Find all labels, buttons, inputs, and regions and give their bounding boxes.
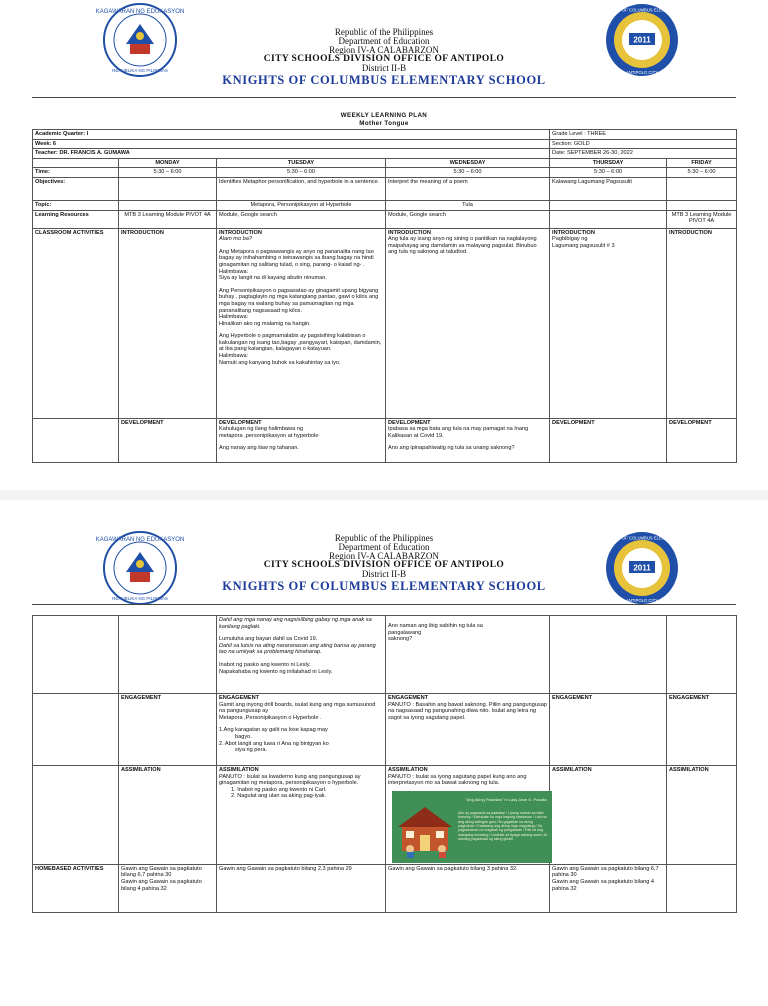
table-row: DEVELOPMENT DEVELOPMENT Kahulugan ng ilang halimbawa ng metapora ,personipikasyon at hyperbole Ang nanay ang ilaw ng tahanan. DEVELOPMENT Ipabasa sa mga bata ang tula na may pamagat na Inang Kalikasan at Covid 19. Ano ang ipinapahiwatig ng tula sa unang saknong? DEVELOPMENT DEVELOPMENT (33, 418, 737, 462)
letterhead (0, 534, 768, 604)
svg-text:ANTIPOLO CITY: ANTIPOLO CITY (626, 598, 658, 603)
svg-text:REPUBLIKA NG PILIPINAS: REPUBLIKA NG PILIPINAS (112, 596, 168, 601)
school-name: KNIGHTS OF COLUMBUS ELEMENTARY SCHOOL (222, 73, 546, 87)
table-row: ENGAGEMENT ENGAGEMENT Gamit ang inyong drill boards, isulat kung ang mga sumusunod na pangungusap ay Metapora ,Personipikasyon o Hyperbole . 1.Ang karagatan ay galit na lose kapag may bagyo. 2. Abot langit ang luwa ri Ana ng binigyan ko siya ng pera. ENGAGEMENT PANUTO : Basahin ang bawat saknong. Piliin ang pangungusap na nagsasaad ng pangunahing diwa nito. Isulat ang letra ng sagot sa iyong sagutang papel. ENGAGEMENT ENGAGEMENT (33, 694, 737, 766)
svg-text:KAGAWARAN NG EDUKASYON: KAGAWARAN NG EDUKASYON (95, 9, 185, 15)
table-row: Academic Quarter: I Grade Level : THREE (33, 130, 737, 140)
table-row: Learning Resources MTB 3 Learning Module PIVOT 4A Module, Google search Module, Google search MTB 3 Learning Module PIVOT 4A (33, 210, 737, 228)
table-row: HOMEBASED ACTIVITIES Gawin ang Gawain sa pagkatuto bilang 6,7 pahina 30 Gawin ang Gawain sa pagkatuto bilang 4 pahina 32 Gawin ang Gawain sa pagkatuto bilang 2,3 pahina 29 Gawin ang Gawain sa pagkatuto bilang 3 pahina 32. Gawin ang Gawain sa pagkatuto bilang 6,7 pahina 30 Gawin ang Gawain sa pagkatuto bilang 4 pahina 32 (33, 864, 737, 912)
letterhead-district: District II-B (361, 569, 407, 579)
table-row: Dahil ang mga nanay ang nagsisilbing gabay ng mga anak sa kanilang paglaki. Lumuluha ang bayan dahil sa Covid 19. Dahil sa lutsis na ating nararanasan ang ating bansa ay parang tao na umiiyak sa problemang hinaharap. Inabot ng pasko ang kwento ni Lesly. Napakahaba ng kwento ng inilalahad ni Lesly. Ano naman ang ibig sabihin ng tula sa pangalawang saknong? (33, 616, 737, 694)
page-separator (0, 490, 768, 500)
table-row (33, 158, 737, 168)
table-row: Teacher: DR. FRANCIS A. GUMAWA Date: SEPTEMBER 26-30, 2022 (33, 149, 737, 159)
table-row: Time: 5:30 – 6:00 5:30 – 6:00 5:30 – 6:00 5:30 – 6:00 5:30 – 6:00 (33, 168, 737, 178)
weekly-plan-table-1 (32, 129, 737, 463)
plan-title: WEEKLY LEARNING PLAN Mother Tongue (340, 112, 428, 127)
header-rule (32, 97, 736, 98)
letterhead-line-3: Region IV-A CALABARZON (329, 551, 439, 561)
day-thursday: THURSDAY (550, 158, 667, 168)
day-friday: FRIDAY (667, 158, 737, 168)
poem-illustration: "Ang Aking Paaralan" ni Lady Jane G. Pacalla Ako ay pagsasok sa paaralan / Upang matuto sa bata tumuloy / Matutulan ko mga bagong kaalaman / Lahi na ang aking kaibigan gusi / Ito gagalitan na aking pagkukulo / Kalawang ang aking mga magulang / Sa pagkakaloob na magalak ng pangaralan / Pati na ang masiyang bundang / Umiirlak sa tiyaga walang awat / At waming pagsasala ng aking ginalit (392, 791, 552, 863)
page-1 (0, 0, 768, 490)
letterhead-line-1: Republic of the Philippines (334, 27, 434, 37)
svg-text:REPUBLIKA NG PILIPINAS: REPUBLIKA NG PILIPINAS (112, 68, 168, 73)
svg-text:KNIGHTS OF COLUMBUS ELEMENTARY: KNIGHTS OF COLUMBUS ELEMENTARY (602, 7, 682, 13)
table-row: Topic: Metapora, Personipikasyon at Hyperbole Tula (33, 200, 737, 210)
letterhead-division: CITY SCHOOLS DIVISION OFFICE OF ANTIPOLO (263, 54, 505, 64)
svg-text:KAGAWARAN NG EDUKASYON: KAGAWARAN NG EDUKASYON (95, 537, 185, 543)
school-name: KNIGHTS OF COLUMBUS ELEMENTARY SCHOOL (222, 579, 546, 593)
svg-text:KNIGHTS OF COLUMBUS ELEMENTARY: KNIGHTS OF COLUMBUS ELEMENTARY (602, 535, 682, 541)
day-wednesday: WEDNESDAY (386, 158, 550, 168)
svg-text:2011: 2011 (633, 35, 651, 45)
letterhead-line-1: Republic of the Philippines (334, 533, 434, 543)
table-row: ASSIMILATION ASSIMILATION PANUTO : Isulat sa kwaderno kung ang pangungusap ay ginagamitan ng metapora, personipikasyon o hyperbole. 1. Inabot ng pasko ang kwento ni Carl. 2. Nagulat ang ulan sa aking pag-iyak. ASSIMILATION PANUTO : Isulat sa iyong sagutang papel kung ano ang interpretasyon mo sa bawat saknong ng tula. "Ang Aking Paaralan" ni Lady Jane G. Pacalla Ako ay pagsasok sa paaralan / Upang matuto sa bata tumuloy / Matutulan ko mga bagong kaalaman / Lahi na ang aking kaibigan gusi / Ito gagalitan na aking pagkukulo / Kalawang ang aking mga magulang / Sa pagkakaloob na magalak ng pangaralan / Pati na ang masiyang bundang / Umiirlak sa tiyaga walang awat / At waming pagsasala ng aking ginalit ASSIMILATION ASSIMILATION (33, 766, 737, 865)
letterhead (0, 28, 768, 98)
weekly-plan-table-2 (32, 615, 737, 913)
table-row: CLASSROOM ACTIVITIES INTRODUCTION INTRODUCTION Alam mo ba? Ang Metapora o pagwawangis ay anyo ng pananalita nang tao bagay ay inihahambing o iwinawangis sa ibang bagay na hindi ginagamitan ng salitang tulad, o sing, parang- o kaiad ng- . Halimbawa: Siya ay langit na di kayang abutin ninuman. Ang Personipikasyon o pagsasatao ay ginagamit upang bigyang buhay , pagtaglayin ng mga katangiang pantao, gawi o kilos ang mga bagay na walang buhay sa pamamagitan ng mga pananalitang nagsasaad ng kilos. Halimbawa: Hinalikan ako ng malamig na hangin. Ang Hyperbole o pagmamalabis ay pagsisihing kalabisan o kakulangan ng isang tao,bagay ,pangyayari, kaisipan, damdamin, at iba pang katangian, kalagayan o katayuan. Halimbawa: Namuti ang kanyang buhok sa kakahintay sa iyo. INTRODUCTION Ang tula ay isang anyo ng sining o panitikan na naglalayong maipahayag ang damdamin sa malayang pagsulat. Binubuo ang tula ng saknong at taludtod. INTRODUCTION Pagbibigay ng Lagumang pagsusulit # 3 INTRODUCTION (33, 228, 737, 418)
day-tuesday: TUESDAY (217, 158, 386, 168)
letterhead-line-2: Department of Education (338, 542, 430, 552)
letterhead-line-3: Region IV-A CALABARZON (329, 45, 439, 55)
day-monday: MONDAY (119, 158, 217, 168)
letterhead-division: CITY SCHOOLS DIVISION OFFICE OF ANTIPOLO (263, 560, 505, 570)
page-2 (0, 500, 768, 1006)
header-rule (32, 604, 736, 605)
school-house-icon (396, 799, 458, 859)
letterhead-line-2: Department of Education (338, 36, 430, 46)
letterhead-district: District II-B (361, 63, 407, 73)
svg-text:ANTIPOLO CITY: ANTIPOLO CITY (626, 70, 658, 75)
table-row: Objectives: Identifies Metaphor personification, and hyperbole in a sentence. Interpret the meaning of a poem Kalawang Lagumang Pagsusulit (33, 177, 737, 200)
table-row: Week: 6 Section: GOLD (33, 139, 737, 149)
svg-text:2011: 2011 (633, 563, 651, 573)
